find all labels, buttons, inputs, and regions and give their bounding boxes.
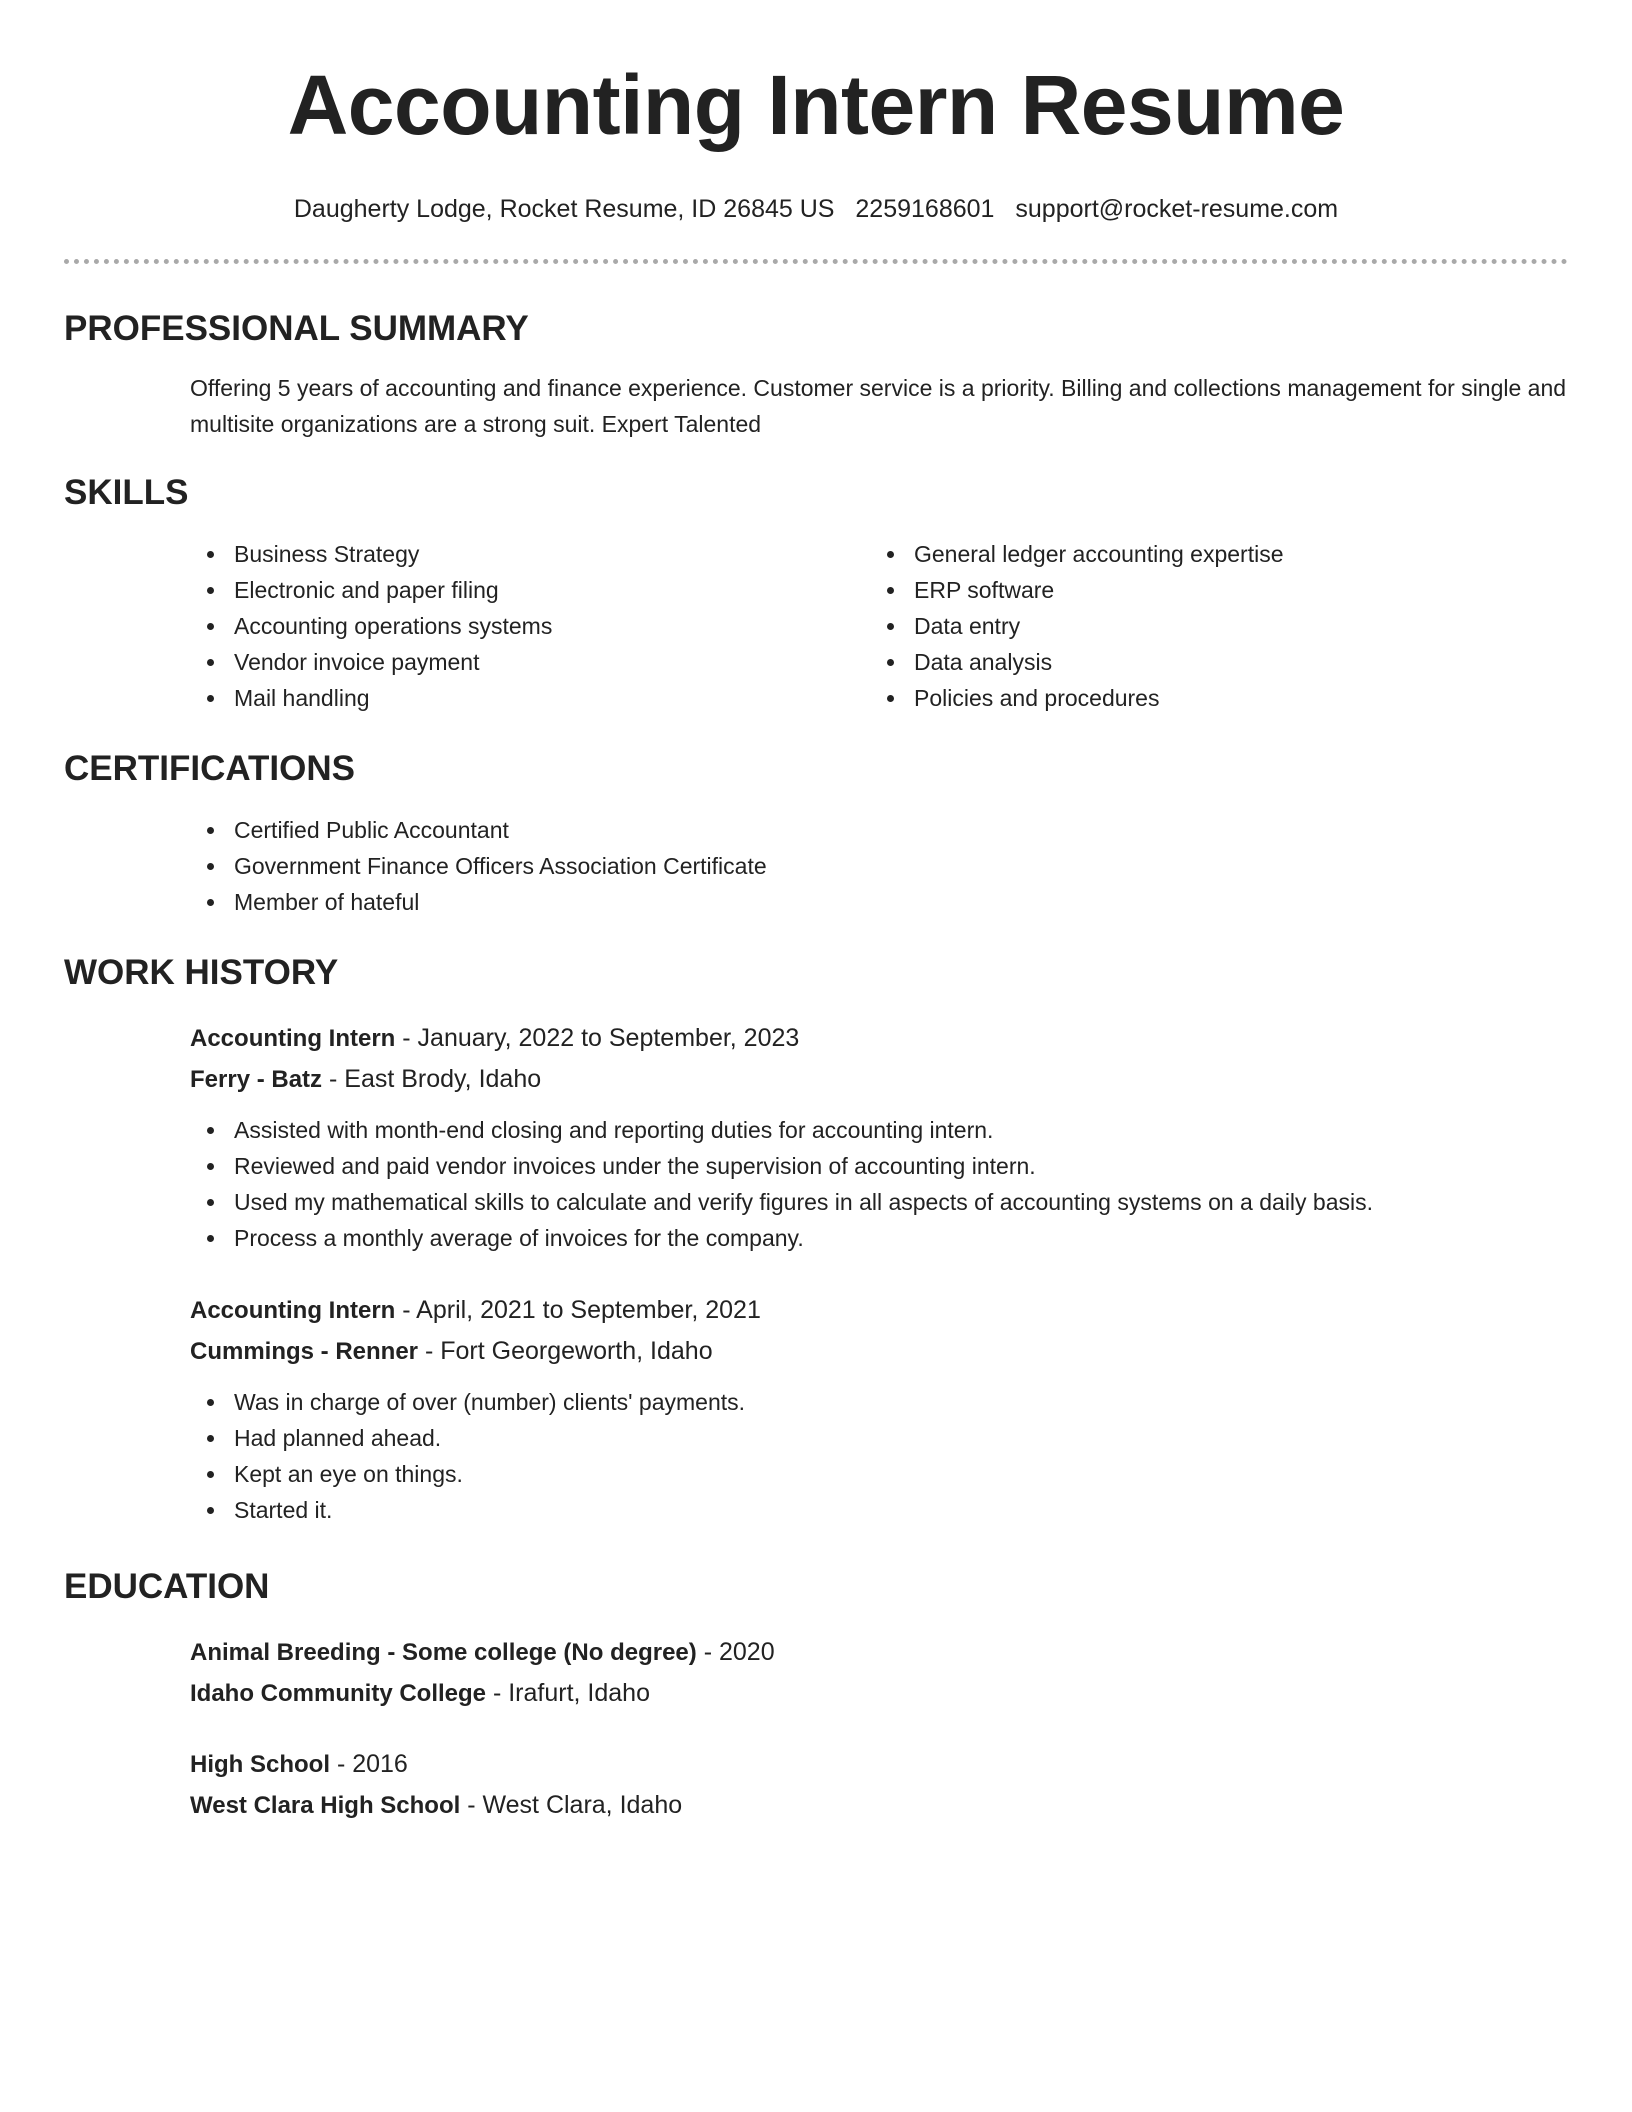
list-item: Used my mathematical skills to calculate and verify figures in all aspects of accounting systems on a daily basis. xyxy=(190,1184,1568,1220)
section-heading-certifications: CERTIFICATIONS xyxy=(64,749,356,788)
job-location: - Fort Georgeworth, Idaho xyxy=(418,1337,713,1365)
email: support@rocket-resume.com xyxy=(1015,195,1339,223)
list-item: Process a monthly average of invoices for the company. xyxy=(190,1220,1568,1256)
section-heading-skills: SKILLS xyxy=(64,473,189,512)
skills-grid xyxy=(64,536,1568,716)
list-item: Kept an eye on things. xyxy=(190,1456,1568,1492)
school-line xyxy=(190,1673,1568,1714)
address: Daugherty Lodge, Rocket Resume, ID 26845 US xyxy=(293,195,835,223)
job-entry xyxy=(64,1018,1568,1256)
job-title: Accounting Intern xyxy=(190,1297,396,1324)
job-dates: - January, 2022 to September, 2023 xyxy=(395,1024,800,1052)
job-dates: - April, 2021 to September, 2021 xyxy=(395,1296,761,1324)
list-item: Vendor invoice payment xyxy=(190,644,870,680)
list-item: Assisted with month-end closing and reporting duties for accounting intern. xyxy=(190,1112,1568,1148)
list-item: Was in charge of over (number) clients' payments. xyxy=(190,1384,1568,1420)
list-item: Reviewed and paid vendor invoices under the supervision of accounting intern. xyxy=(190,1148,1568,1184)
job-entry xyxy=(64,1290,1568,1528)
school-location: - West Clara, Idaho xyxy=(460,1791,683,1819)
job-company: Ferry - Batz xyxy=(190,1066,323,1093)
list-item: Mail handling xyxy=(190,680,870,716)
section-heading-summary: PROFESSIONAL SUMMARY xyxy=(64,309,529,348)
job-bullets xyxy=(190,1112,1568,1256)
job-company-line xyxy=(190,1059,1568,1100)
header-divider xyxy=(64,259,1568,264)
school: West Clara High School xyxy=(190,1792,461,1819)
degree: High School xyxy=(190,1751,330,1778)
school: Idaho Community College xyxy=(190,1680,487,1707)
list-item: Policies and procedures xyxy=(870,680,1550,716)
section-heading-work-history: WORK HISTORY xyxy=(64,953,339,992)
section-heading-education: EDUCATION xyxy=(64,1567,270,1606)
school-line xyxy=(190,1785,1568,1826)
degree-line xyxy=(190,1744,1568,1785)
graduation-year: - 2016 xyxy=(330,1750,408,1778)
list-item: Business Strategy xyxy=(190,536,870,572)
contact-info xyxy=(64,194,1568,224)
job-bullets xyxy=(190,1384,1568,1528)
list-item: Data analysis xyxy=(870,644,1550,680)
list-item: Member of hateful xyxy=(190,884,1568,920)
job-company-line xyxy=(190,1331,1568,1372)
skills-list-right xyxy=(870,536,1550,716)
education-entry xyxy=(64,1744,1568,1826)
summary-text: Offering 5 years of accounting and finance experience. Customer service is a priority. Billing and collections management for single and multisite organizations are a strong suit. Expert Talented xyxy=(190,375,1567,437)
skills-list-left xyxy=(190,536,870,716)
list-item: Accounting operations systems xyxy=(190,608,870,644)
phone: 2259168601 xyxy=(855,195,995,223)
education-entry xyxy=(64,1632,1568,1714)
list-item: Had planned ahead. xyxy=(190,1420,1568,1456)
certifications-list xyxy=(64,812,1568,920)
list-item: Certified Public Accountant xyxy=(190,812,1568,848)
list-item: Government Finance Officers Association Certificate xyxy=(190,848,1568,884)
job-location: - East Brody, Idaho xyxy=(322,1065,542,1093)
job-title-line xyxy=(190,1018,1568,1059)
list-item: ERP software xyxy=(870,572,1550,608)
school-location: - Irafurt, Idaho xyxy=(486,1679,650,1707)
degree: Animal Breeding - Some college (No degree) xyxy=(190,1639,697,1666)
list-item: Started it. xyxy=(190,1492,1568,1528)
job-title-line xyxy=(190,1290,1568,1331)
degree-line xyxy=(190,1632,1568,1673)
graduation-year: - 2020 xyxy=(696,1638,775,1666)
list-item: General ledger accounting expertise xyxy=(870,536,1550,572)
job-title: Accounting Intern xyxy=(190,1025,396,1052)
page-title: Accounting Intern Resume xyxy=(287,58,1345,152)
list-item: Data entry xyxy=(870,608,1550,644)
list-item: Electronic and paper filing xyxy=(190,572,870,608)
job-company: Cummings - Renner xyxy=(190,1338,419,1365)
